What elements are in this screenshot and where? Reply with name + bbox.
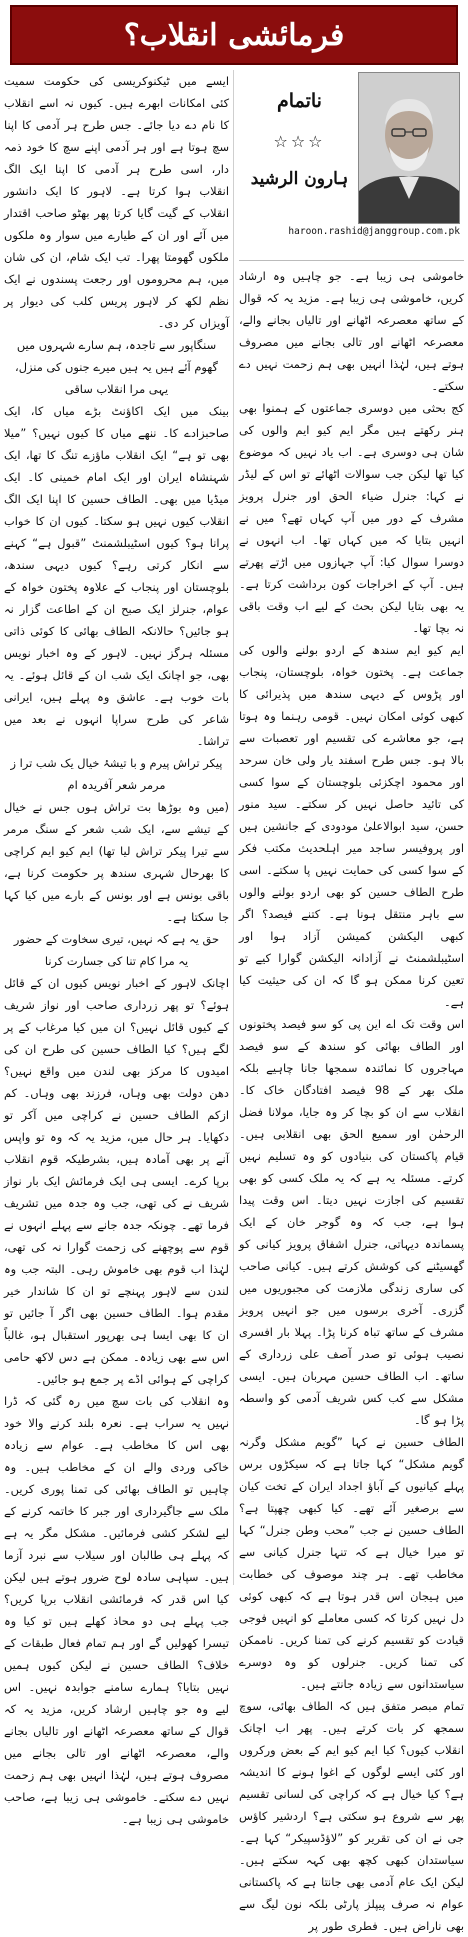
paragraph: اس وقت تک اے این پی کو سو فیصد پختونوں اور الطاف بھائی کو سندھ کے سو فیصد مہاجروں کا نمائندہ سمجھا جانا چاہیے بلکہ ملک بھر کے 98 فیصد افتادگان خاک کا۔ انقلاب سے ان کو بچا کر وہ جایا، مولانا فضل الرحمٰن اور سمیع الحق بھی انقلابی ہیں۔ قیام پاکستان کی بنیادوں کو وہ تسلیم نہیں کرتے۔ مسئلہ یہ ہے کہ یہ ملک کسی کو بھی تقسیم کی اجازت نہیں دیتا۔ اس وقت پیدا ہوا ہے، جب کہ وہ گوجر خان کے ایک پسماندہ دیہاتی، جنرل اشفاق پرویز کیانی کو گھسیٹنے کی کوشش کرتے ہیں۔ کیانی صاحب کی ساری زندگی ملازمت کی مجبوریوں میں گزری۔ آخری برسوں میں جو انہیں پرویز مشرف کے ساتھ تباہ کرنا پڑا۔ پہلا بار افسری نصیب ہوئی تو صدر آصف علی زرداری کے ساتھ۔ اب الطاف حسین مہربان ہیں۔ ایسی مشکل سے کب کس شریف آدمی کو واسطہ پڑا ہو گا۔ — [239, 1017, 464, 1427]
rating-stars: ☆☆☆ — [273, 132, 326, 151]
paragraph: خاموشی ہی زیبا ہے۔ جو چاہیں وہ ارشاد کریں، خاموشی ہی زیبا ہے۔ مزید یہ کہ قوال کے ساتھ معصرعہ اٹھانے اور تالیاں بجانے والے، معصرعہ اٹھانے اور تالی بجانے میں مصروف ہوتے ہیں، لہٰذا انہیں بھی ہم زحمت نہیں دے سکتے۔ — [239, 269, 464, 393]
verse: حق یہ ہے کہ نہیں، تیری سخاوت کے حضور — [13, 932, 220, 946]
author-email: haroon.rashid@janggroup.com.pk — [288, 226, 460, 237]
column-name: ناتمام — [277, 90, 322, 112]
paragraph: الطاف حسین نے کہا ”گویم مشکل وگرنہ گویم مشکل“ کہا جاتا ہے کہ سیکڑوں برس پہلے کیانیوں کے آباؤ اجداد ایران کے تخت کیان سے برصغیر آئے تھے۔ کیا کبھی چھپتا ہے؟ الطاف حسین نے جب ”محب وطن جنرل“ کہا تو میرا خیال ہے کہ تنہا جنرل کیانی سے مخاطب تھے۔ ہر چند موصوف کی خطابت میں ہیجان اس قدر ہوتا ہے کہ کبھی کوئی دل نہیں کرتا کہ کسی معاملے کو انہیں فوجی قیادت کو تقسیم کرنے کی تمنا کریں۔ ناممکن کی تمنا کریں۔ جنرلوں کو وہ دوسرے سیاستدانوں سے زیادہ جانتے ہیں۔ — [239, 1435, 464, 1691]
headline-banner — [10, 5, 458, 65]
paragraph: وہ انقلاب کی بات سچ میں رہ گئی کہ ڈرا نہیں یہ سراب ہے۔ نعرہ بلند کرنے والا خود بھی اس کا مخاطب ہے۔ عوام سے زیادہ خاکی وردی والے ان کے مخاطب ہیں۔ وہ چاہیں تو الطاف بھائی کی تمنا پوری کریں۔ ملک سے جاگیرداری اور جبر کا خاتمہ کرنے کے لیے لشکر کشی فرمائیں۔ مشکل مگر یہ ہے کہ پہلے ہی طالبان اور سیلاب سے نبرد آزما ہیں۔ سپاہی سادہ لوح ضرور ہوتے ہیں لیکن کیا اس قدر کہ فرمائشی انقلاب برپا کریں؟ جب پہلے ہی دو محاذ کھلے ہیں تو کیا وہ تیسرا کھولیں گے اور ہم تمام فعال طبقات کے خلاف؟ الطاف حسین نے لیکن کیوں ہمیں نہیں بتایا؟ ہمارے سامنے جوابدہ نہیں۔ اس لیے وہ جو چاہیں ارشاد کریں، مزید یہ کہ قوال کے ساتھ معصرعہ اٹھانے اور تالیاں بجانے والے، معصرعہ اٹھانے اور تالی بجانے میں مصروف ہوتے ہیں، لہٰذا انہیں بھی ہم زحمت نہیں دے سکتے۔ خاموشی ہی زیبا ہے، صاحب خاموشی ہی زیبا ہے۔ — [4, 1394, 229, 1826]
persian-verse: پیکر تراش پیرم و با تیشۂ خیال یک شب ترا ز مرمر شعر آفریدہ ام — [10, 756, 223, 792]
left-column — [4, 70, 229, 1826]
headline-title: فرمائشی انقلاب؟ — [123, 17, 345, 53]
paragraph: کج بحثی میں دوسری جماعتوں کے ہمنوا بھی ہنر رکھتے ہیں مگر ایم کیو ایم والوں کی شان ہی دوسری ہے۔ اب یاد نہیں کہ موضوع کیا تھا لیکن جب سوالات اٹھائے تو اس کے لیڈر نے کہا: جنرل ضیاء الحق اور جنرل پرویز مشرف کے دور میں آپ کہاں تھے؟ میں نے انہیں بتایا کہ میں کہاں تھا۔ اب انہوں نے دوسرا سوال کیا: آپ جہازوں میں اڑتے پھرتے ہیں۔ آپ کے اخراجات کون برداشت کرتا ہے۔ یہ بھی بتایا لیکن بحث کے لیے اب وقت باقی نہ بچا تھا۔ — [239, 401, 464, 635]
verse: یہ مرا کام تنا کی جسارت کرنا — [44, 954, 189, 968]
verse: سنگاپور سے تاجدہ، ہم سارے شہروں میں گھوم آئے ہیں یہ ہیں میرے جنوں کی منزل، یہی مرا انقلاب ساقی — [15, 338, 218, 396]
paragraph: تمام مبصر متفق ہیں کہ الطاف بھائی، سوچ سمجھ کر بات کرتے ہیں۔ پھر اب اچانک انقلاب کیوں؟ کیا ایم کیو ایم کے بعض ورکروں اور کئی ایسے لوگوں کے اغوا ہونے کا اندیشہ ہے؟ کیا خیال ہے کہ کراچی کی لسانی تقسیم پھر سے شروع ہو سکتی ہے؟ اردشیر کاؤس جی نے ان کی تقریر کو ”لاؤڈسپیکر“ کہا ہے۔ سیاستدان کبھی کچھ بھی کہہ سکتے ہیں۔ لیکن ایک عام آدمی بھی جانتا ہے کہ پاکستانی عوام نہ صرف پیپلز پارٹی بلکہ نون لیگ سے بھی ناراض ہیں۔ فطری طور پر — [239, 1699, 464, 1933]
paragraph: اچانک لاہور کے اخبار نویس کیوں ان کے قائل ہوئے؟ تو پھر زرداری صاحب اور نواز شریف کے کیوں قائل نہیں؟ ان میں کیا مرغاب کے پر لگے ہیں؟ کیا الطاف حسین کی طرح ان کی امیدوں کا مرکز بھی لندن میں واقع نہیں؟ دھن دولت بھی وہاں، فرزند بھی وہاں۔ کم ازکم الطاف حسین نے کراچی میں آکر تو دکھایا۔ ہر حال میں، مزید یہ کہ وہ تو واپس آنے پر بھی آمادہ ہیں، بشرطیکہ قوم انقلاب برپا کرے۔ ایسی ہی ایک فرمائش ایک بار نواز شریف نے کی تھی، جب وہ جدہ میں تشریف فرما تھے۔ چونکہ جدہ جانے سے پہلے انہوں نے قوم سے پوچھنے کی زحمت گوارا نہ کی تھی، لہٰذا اب قوم بھی خاموش رہی۔ البتہ جب وہ لندن سے لاہور پہنچے تو ان کا شاندار خیر مقدم ہوا۔ الطاف حسین بھی اگر آ جائیں تو ان کا بھی ایسا ہی بھرپور استقبال ہو، غالباً اس سے بھی زیادہ۔ ممکن ہے دس لاکھ حامی کراچی کے ہوائی اڈے پر جمع ہو جائیں۔ — [4, 976, 229, 1386]
paragraph: بینک میں ایک اکاؤنٹ بڑے میاں کا، ایک صاحبزادے کا۔ ننھے میاں کا کیوں نہیں؟ ”میلا بھی تو ہے“ ایک انقلاب ماؤزے تنگ کا تھا، ایک شہنشاہ ایران اور ایک امام خمینی کا۔ ایک میڈیا میں بھی۔ الطاف حسین کا اپنا ایک الگ انقلاب کیوں نہیں ہو سکتا۔ کیوں ان کا خواب پرانا ہو؟ کیوں اسٹیبلشمنٹ ”قبول ہے“ کہنے سے انکار کرتی رہے؟ کیوں دیہی سندھ، بلوچستان اور پنجاب کے علاوہ پختون خواہ کے عوام، جنرلز ایک صبح ان کے اطاعت گزار نہ ہو جائیں؟ حالانکہ الطاف بھائی کا کوئی ذاتی مسئلہ ہرگز نہیں۔ لاہور کے وہ اخبار نویس بھی، جو اچانک ایک شب ان کے قائل ہوئے۔ یہ بات خوب ہے۔ عاشق وہ پہلے ہیں، ایرانی شاعر کی طرح سراپا انہوں نے بعد میں تراشا۔ — [4, 404, 229, 748]
author-photo — [358, 72, 460, 224]
author-portrait-icon — [359, 73, 459, 223]
paragraph: ایم کیو ایم سندھ کے اردو بولنے والوں کی جماعت ہے۔ پختون خواہ، بلوچستان، پنجاب اور پڑوس کے دیہی سندھ میں پذیرائی کا کبھی کوئی امکان نہیں۔ قومی رہنما وہ ہوتا ہے، جو معاشرے کی تقسیم اور تعصبات سے بالا ہو۔ جس طرح اسفند یار ولی خان سرحد اور محمود اچکزئی بلوچستان کے سوا کسی کی تائید حاصل نہیں کر سکتے۔ سید منور حسن، سید ابوالاعلیٰ مودودی کے جانشین ہیں اور پروفیسر ساجد میر اہلحدیث مکتب فکر کے سوا کسی کی حمایت نہیں پا سکتے۔ اسی طرح الطاف حسین کو بھی اردو بولنے والوں سے باہر منتقل ہونا ہے۔ کتنے فیصد؟ اگر کبھی الیکشن کمیشن آزاد ہوا اور اسٹیبلشمنٹ نے آزادانہ الیکشن گوارا کیے تو تعین کرنا ممکن ہو گا کہ ان کی حیثیت کیا ہے۔ — [239, 643, 464, 1009]
author-byline — [239, 70, 464, 261]
paragraph: (میں وہ بوڑھا بت تراش ہوں جس نے خیال کے تیشے سے، ایک شب شعر کے سنگ مرمر سے تیرا پیکر تراش لیا تھا) ایم کیو ایم کراچی کا بھرحال شہری سندھ پر حکومت کرنا ہے، باقی بونس ہے اور بونس کے بارے میں کیا کہا جا سکتا ہے۔ — [4, 800, 229, 924]
column-divider — [233, 70, 234, 1585]
right-column — [239, 70, 464, 1933]
author-name: ہارون الرشید — [250, 169, 349, 189]
paragraph: ایسے میں ٹیکنوکریسی کی حکومت سمیت کئی امکانات ابھرے ہیں۔ کیوں نہ اسے انقلاب کا نام دے دیا جائے۔ جس طرح ہر آدمی کا اپنا سچ ہوتا ہے اور ہر آدمی اپنے سچ کا خود ذمہ دار، اسی طرح ہر آدمی کا اپنا ایک الگ انقلاب ہوا کرتا ہے۔ لاہور کا ایک دانشور انقلاب کے گیت گایا کرتا پھر بھٹو صاحب اقتدار میں آئے اور ان کے طیارے میں سوار وہ ملکوں ملکوں گھومتا پھرا۔ تب ایک شام، ان کی شان میں، ہم محروموں اور رجعت پسندوں نے ایک نظم لکھ کر لاہور پریس کلب کی دیوار پر آویزاں کر دی۔ — [4, 74, 229, 330]
